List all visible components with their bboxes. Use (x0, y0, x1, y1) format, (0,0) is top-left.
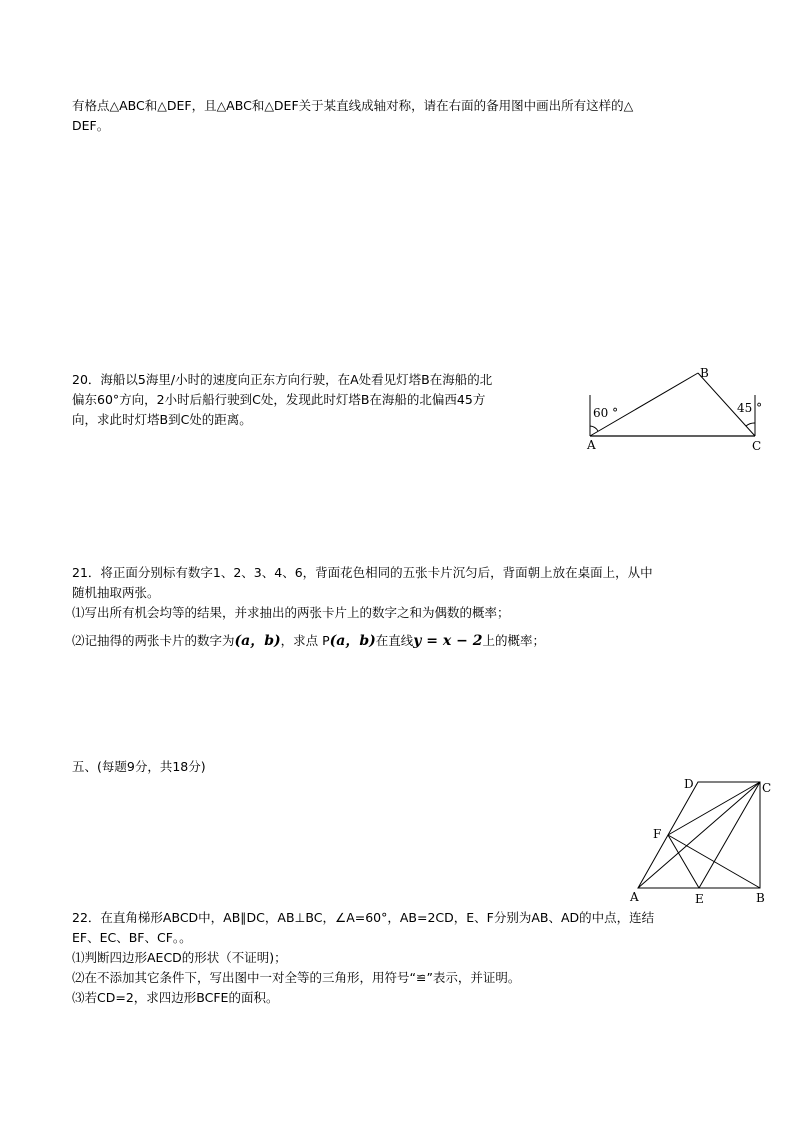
section5-heading: 五、(每题9分，共18分) (72, 759, 206, 774)
q20-angle-arc-a (590, 426, 598, 431)
q22-label-e: E (695, 892, 704, 906)
q19-text-line2: DEF。 (72, 118, 110, 133)
q20-label-b: B (700, 366, 709, 380)
q21-part2-c: 在直线 (375, 633, 414, 648)
q20-angle-arc-c (746, 423, 755, 426)
q21-text-line2: 随机抽取两张。 (72, 585, 160, 600)
q22-line-fc (668, 782, 760, 835)
q20-line-ab (590, 373, 698, 436)
q22-line-fe (668, 835, 699, 888)
q21-part2-d: 上的概率； (482, 633, 545, 648)
q20-angle-a: 60 ° (593, 406, 619, 420)
q20-text-line3: 向，求此时灯塔B到C处的距离。 (72, 412, 252, 427)
q21-part2-b: ，求点 P (280, 633, 330, 648)
q20-label-c: C (752, 439, 762, 453)
q22-figure (622, 776, 777, 908)
q20-label-a: A (587, 438, 596, 452)
q20-text-line2: 偏东60°方向，2小时后船行驶到C处，发现此时灯塔B在海船的北偏西45方 (72, 392, 486, 407)
q22-text-line2: EF、EC、BF、CF。。 (72, 930, 192, 945)
q22-label-c: C (762, 781, 772, 795)
q19-text-line1: 有格点△ABC和△DEF，且△ABC和△DEF关于某直线成轴对称，请在右面的备用图中画出所有这样的△ (72, 98, 634, 113)
q22-label-b: B (756, 891, 765, 905)
q21-part1: ⑴写出所有机会均等的结果，并求抽出的两张卡片上的数字之和为偶数的概率； (72, 605, 510, 620)
q22-label-f: F (653, 827, 662, 841)
q22-text-line1: 22．在直角梯形ABCD中，AB∥DC，AB⊥BC，∠A=60°，AB=2CD，E、F分别为AB、AD的中点，连结 (72, 910, 655, 925)
q22-part2: ⑵在不添加其它条件下，写出图中一对全等的三角形，用符号“≌”表示，并证明。 (72, 970, 521, 985)
q21-part2-a: ⑵记抽得的两张卡片的数字为 (72, 633, 235, 648)
q21-part2 (72, 631, 545, 651)
q21-math-line: y = x − 2 (413, 633, 483, 649)
q22-label-a: A (630, 890, 639, 904)
q21-text-line1: 21．将正面分别标有数字1、2、3、4、6，背面花色相同的五张卡片沉匀后，背面朝上放在桌面上，从中 (72, 565, 653, 580)
q20-text-line1: 20．海船以5海里/小时的速度向正东方向行驶，在A处看见灯塔B在海船的北 (72, 372, 493, 387)
q20-figure (585, 365, 775, 460)
q21-math-ab: (a，b) (234, 633, 281, 649)
q20-angle-c: 45 ° (737, 401, 763, 415)
q22-line-ec (699, 782, 760, 888)
q22-label-d: D (684, 777, 694, 791)
q21-math-p: (a，b) (329, 633, 376, 649)
q22-part1: ⑴判断四边形AECD的形状（不证明)； (72, 950, 287, 965)
q22-part3: ⑶若CD=2，求四边形BCFE的面积。 (72, 990, 279, 1005)
